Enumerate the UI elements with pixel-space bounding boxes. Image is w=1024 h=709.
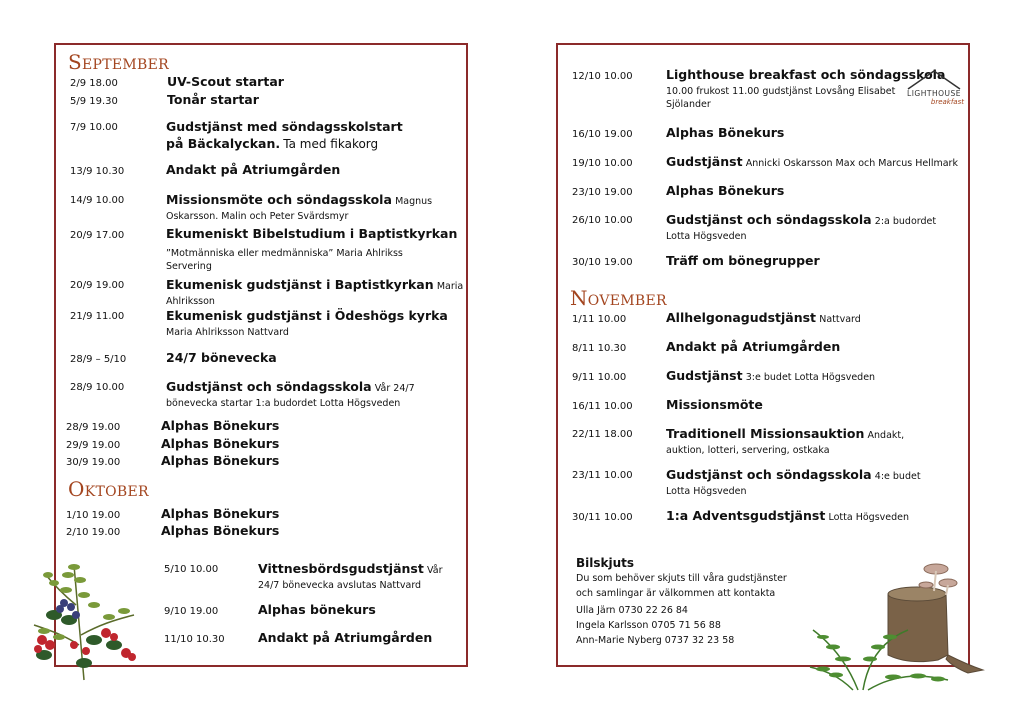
event-date: 12/10 10.00 — [572, 71, 633, 82]
event-title: Gudstjänst — [666, 154, 743, 169]
event-detail: 3:e budet Lotta Högsveden — [745, 372, 876, 383]
event-date: 23/11 10.00 — [572, 470, 633, 481]
september-heading: September — [68, 50, 169, 74]
event-detail: 4:e budet Lotta Högsveden — [666, 471, 921, 497]
event-title: Gudstjänst och söndagsskola — [166, 379, 372, 394]
contact-line: Ann-Marie Nyberg 0737 32 23 58 — [576, 635, 735, 646]
event-text — [666, 369, 964, 384]
event-date: 16/10 19.00 — [572, 129, 633, 140]
event-title: Ekumeniskt Bibelstudium i Baptistkyrkan — [166, 226, 458, 241]
note-line: ”Motmänniska eller medmänniska” Maria Ahlrikss — [166, 248, 403, 259]
event-date: 7/9 10.00 — [70, 122, 118, 133]
event-title: Missionsmöte — [666, 397, 763, 412]
event-title: Gudstjänst med söndagsskolstart på Bäckalyckan. — [166, 119, 403, 151]
event-title: Andakt på Atriumgården — [666, 339, 841, 354]
event-date: 5/9 19.30 — [70, 96, 118, 107]
event-text — [166, 227, 464, 242]
event-title: Gudstjänst och söndagsskola — [666, 467, 872, 482]
event-date: 13/9 10.30 — [70, 166, 125, 177]
event-text — [167, 93, 457, 108]
event-text — [258, 561, 458, 593]
event-title: Ekumenisk gudstjänst i Ödeshögs kyrka — [166, 308, 448, 323]
event-title: Alphas Bönekurs — [666, 125, 785, 140]
event-text — [258, 631, 458, 646]
event-date: 2/10 19.00 — [66, 527, 121, 538]
november-heading: November — [570, 286, 667, 310]
event-text — [666, 426, 936, 458]
event-text — [161, 419, 459, 434]
event-date: 19/10 10.00 — [572, 158, 633, 169]
event-date: 1/11 10.00 — [572, 314, 627, 325]
bilskjuts-text: Du som behöver skjuts till våra gudstjänster — [576, 573, 787, 584]
event-detail: Maria Ahlriksson — [166, 281, 464, 307]
logo-text: LIGHTHOUSE — [907, 89, 961, 98]
event-text — [666, 254, 964, 269]
event-text — [166, 351, 464, 366]
event-detail: Magnus Oskarsson. Malin och Peter Svärdsmyr — [166, 196, 433, 222]
event-date: 30/11 10.00 — [572, 512, 633, 523]
event-title: Andakt på Atriumgården — [258, 630, 433, 645]
event-title: Alphas Bönekurs — [161, 453, 280, 468]
event-title: Alphas Bönekurs — [161, 523, 280, 538]
event-title: Vittnesbördsgudstjänst — [258, 561, 424, 576]
event-text — [666, 398, 964, 413]
event-date: 22/11 18.00 — [572, 429, 633, 440]
event-date: 29/9 19.00 — [66, 440, 121, 451]
event-title: Missionsmöte och söndagsskola — [166, 192, 392, 207]
event-date: 30/9 19.00 — [66, 457, 121, 468]
event-date: 21/9 11.00 — [70, 311, 125, 322]
event-detail: Andakt, auktion, lotteri, servering, ostkaka — [666, 430, 905, 456]
contact-line: Ingela Karlsson 0705 71 56 88 — [576, 620, 721, 631]
event-title: Traditionell Missionsauktion — [666, 426, 865, 441]
event-text — [666, 467, 936, 499]
event-detail: Annicki Oskarsson Max och Marcus Hellmark — [745, 158, 958, 169]
event-title: Alphas Bönekurs — [666, 183, 785, 198]
bilskjuts-text: och samlingar är välkommen att kontakta — [576, 588, 776, 599]
event-title: Alphas Bönekurs — [161, 506, 280, 521]
event-text — [161, 507, 459, 522]
event-date: 9/11 10.00 — [572, 372, 627, 383]
event-text — [167, 75, 457, 90]
event-date: 23/10 19.00 — [572, 187, 633, 198]
event-title: Gudstjänst — [666, 368, 743, 383]
event-detail: 2:a budordet Lotta Högsveden — [666, 216, 937, 242]
event-title: Andakt på Atriumgården — [166, 162, 341, 177]
event-detail: Ta med fikakorg — [283, 137, 379, 151]
event-text — [161, 437, 459, 452]
event-date: 2/9 18.00 — [70, 78, 118, 89]
berry-plant-illustration — [24, 545, 149, 685]
event-date: 26/10 10.00 — [572, 215, 633, 226]
event-title: Träff om bönegrupper — [666, 253, 820, 268]
event-date: 30/10 19.00 — [572, 257, 633, 268]
stump-fern-illustration — [808, 555, 1008, 695]
event-title: Ekumenisk gudstjänst i Baptistkyrkan — [166, 277, 434, 292]
event-text — [166, 277, 464, 309]
event-date: 5/10 10.00 — [164, 564, 219, 575]
bilskjuts-title: Bilskjuts — [576, 556, 635, 570]
event-title: 1:a Adventsgudstjänst — [666, 508, 826, 523]
event-text — [666, 184, 964, 199]
event-text — [666, 311, 964, 326]
event-date: 28/9 19.00 — [66, 422, 121, 433]
event-text — [166, 308, 464, 340]
event-text — [161, 454, 459, 469]
event-title: Alphas Bönekurs — [161, 436, 280, 451]
event-date: 28/9 10.00 — [70, 382, 125, 393]
event-text — [666, 212, 956, 244]
event-detail: Lotta Högsveden — [828, 512, 910, 523]
event-text — [166, 379, 464, 411]
event-date: 14/9 10.00 — [70, 195, 125, 206]
note-line: Servering — [166, 261, 212, 272]
bibelstudium-note — [166, 247, 456, 273]
oktober-heading: Oktober — [68, 477, 149, 501]
event-date: 16/11 10.00 — [572, 401, 633, 412]
event-date: 11/10 10.30 — [164, 634, 225, 645]
event-text — [666, 126, 964, 141]
event-date: 9/10 19.00 — [164, 606, 219, 617]
event-date: 8/11 10.30 — [572, 343, 627, 354]
lighthouse-note: 10.00 frukost 11.00 gudstjänst Lovsång Elisabet Sjölander — [666, 86, 896, 110]
event-title: Alphas bönekurs — [258, 602, 376, 617]
event-text — [666, 155, 966, 170]
event-text — [666, 509, 964, 524]
event-text — [161, 524, 459, 539]
event-detail: Vår 24/7 bönevecka avslutas Nattvard — [258, 565, 443, 591]
event-date: 20/9 17.00 — [70, 230, 125, 241]
event-title: Lighthouse breakfast och söndagsskola — [666, 67, 946, 82]
event-text — [166, 192, 464, 224]
event-detail: Maria Ahlriksson Nattvard — [166, 327, 289, 338]
event-title: Tonår startar — [167, 92, 259, 107]
lighthouse-logo — [902, 67, 966, 115]
event-text — [258, 603, 458, 618]
contact-line: Ulla Järn 0730 22 26 84 — [576, 605, 688, 616]
logo-script: breakfast — [930, 98, 964, 106]
bilskjuts-section — [576, 556, 816, 648]
event-text — [166, 163, 456, 178]
event-detail: Nattvard — [819, 314, 861, 325]
event-date: 28/9 – 5/10 — [70, 354, 127, 365]
event-title: 24/7 bönevecka — [166, 350, 277, 365]
event-title: Allhelgonagudstjänst — [666, 310, 817, 325]
event-date: 20/9 19.00 — [70, 280, 125, 291]
event-detail: Vår 24/7 bönevecka startar 1:a budordet Lotta Högsveden — [166, 383, 415, 409]
event-text — [666, 340, 964, 355]
event-text — [166, 119, 406, 153]
event-title: UV-Scout startar — [167, 74, 284, 89]
event-text — [666, 67, 946, 83]
event-date: 1/10 19.00 — [66, 510, 121, 521]
event-title: Gudstjänst och söndagsskola — [666, 212, 872, 227]
event-title: Alphas Bönekurs — [161, 418, 280, 433]
